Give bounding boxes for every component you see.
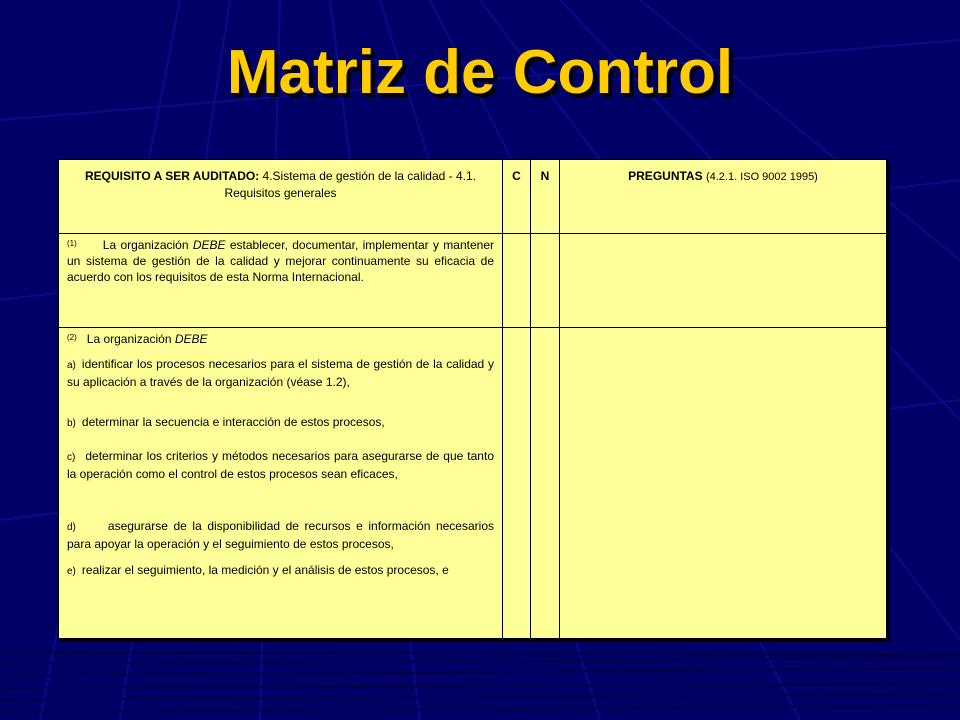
control-matrix-table — [58, 159, 887, 639]
c-cell-1[interactable] — [503, 234, 531, 328]
row-number: (1) — [67, 239, 77, 248]
table-header-row — [59, 160, 887, 234]
questions-cell-2[interactable] — [560, 328, 887, 639]
row-number: (2) — [67, 333, 77, 342]
list-item-c: c) determinar los criterios y métodos necesarios para asegurarse de que tanto la operación como el control de estos procesos sean eficaces, — [67, 449, 494, 481]
table-row — [59, 234, 887, 328]
questions-cell-1[interactable] — [560, 234, 887, 328]
emphasis-debe: DEBE — [174, 332, 208, 346]
requirement-paragraph-1: $^{(1)}$ La organización DEBE establecer, documentar, implementar y mantener un sistema de gestión de la calidad y mejorar continuamente su eficacia de acuerdo con los requisitos de esta Norma Internacional. — [67, 238, 494, 284]
list-item-a: a) identificar los procesos necesarios para el sistema de gestión de la calidad y su aplicación a través de la organización (véase 1.2), — [67, 357, 494, 389]
emphasis-debe: DEBE — [192, 238, 226, 252]
table-row — [59, 328, 887, 639]
slide-title: Matriz de Control — [226, 38, 734, 107]
questions-header-cell — [560, 160, 887, 234]
requirement-header-label: REQUISITO A SER AUDITADO: — [84, 169, 260, 183]
n-cell-1[interactable] — [531, 234, 560, 328]
list-item-e: e) realizar el seguimiento, la medición y el análisis de estos procesos, e — [67, 563, 449, 577]
column-n-header: N — [531, 160, 560, 234]
requirement-cell-2 — [59, 328, 503, 639]
list-item-b: b) determinar la secuencia e interacción de estos procesos, — [67, 415, 385, 429]
n-cell-2[interactable] — [531, 328, 560, 639]
c-cell-2[interactable] — [503, 328, 531, 639]
column-c-header: C — [503, 160, 531, 234]
requirement-intro-2: $^{(2)}$ La organización DEBE — [67, 332, 208, 346]
questions-header-label: PREGUNTAS — [628, 169, 703, 183]
requirement-cell-1 — [59, 234, 503, 328]
requirement-header-cell — [59, 160, 503, 234]
requirement-header-text: 4.Sistema de gestión de la calidad - 4.1. Requisitos generales — [224, 169, 477, 200]
list-item-d: d) asegurarse de la disponibilidad de recursos e información necesarios para apoyar la operación y el seguimiento de estos procesos, — [67, 519, 494, 551]
questions-header-ref: (4.2.1. ISO 9002 1995) — [705, 171, 818, 183]
